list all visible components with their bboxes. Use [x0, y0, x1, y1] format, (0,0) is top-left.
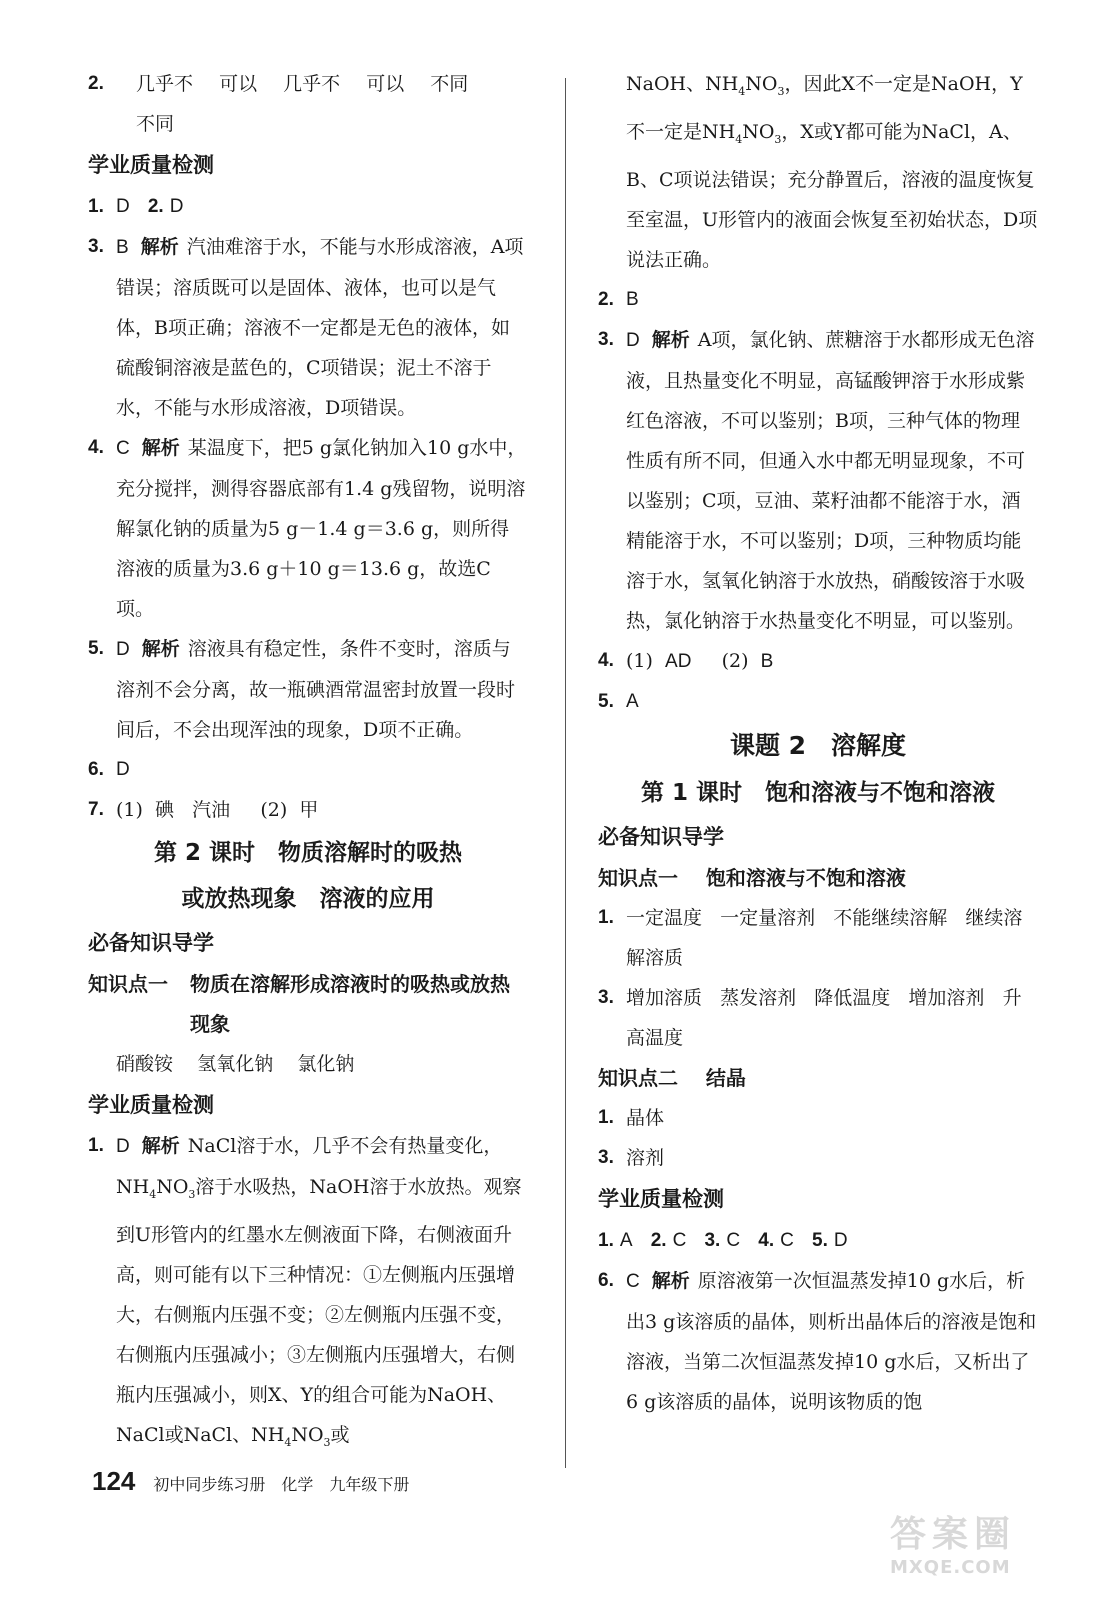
answer-blank: 升高温度	[626, 986, 1022, 1049]
item-number: 4.	[598, 649, 614, 671]
answer-blank: 一定量溶剂	[720, 906, 816, 929]
answer-item-6	[88, 750, 528, 790]
answer: C	[780, 1229, 794, 1251]
subscript: 3	[323, 1435, 331, 1449]
answer-blank: 蒸发溶剂	[720, 986, 797, 1009]
analysis-continuation	[598, 64, 1038, 280]
analysis-text: A项，氯化钠、蔗糖溶于水都形成无色溶液，且热量变化不明显，高锰酸钾溶于水形成紫红色溶液，不可以鉴别；B项，三种气体的物理性质有所不同，但通入水中都无明显现象，不可以鉴别；C项，豆油、菜籽油都不能溶于水，酒精能溶于水，不可以鉴别；D项，三种物质均能溶于水，氢氧化钠溶于水放热，硝酸铵溶于水吸热，氯化钠溶于水热量变化不明显，可以鉴别。	[626, 328, 1035, 632]
answer: D	[116, 1136, 130, 1157]
answer-blank: 硝酸铵	[116, 1053, 174, 1075]
lesson-title: 第 1 课时 饱和溶液与不饱和溶液	[640, 779, 996, 806]
item-number: 2.	[598, 288, 614, 310]
item-number: 5.	[812, 1229, 828, 1251]
knowledge-point-heading	[88, 964, 528, 1044]
knowledge-point-heading	[598, 858, 1038, 898]
answer-item-3	[598, 320, 1038, 641]
item-number: 3.	[598, 986, 614, 1008]
book-title: 初中同步练习册 化学 九年级下册	[153, 1475, 410, 1494]
answer-line-1-2	[88, 186, 528, 227]
watermark-text: 答案圈	[890, 1514, 1017, 1555]
answer-item-1	[88, 1126, 528, 1463]
item-number: 3.	[598, 1146, 614, 1168]
answer-blank: 几乎不	[136, 73, 194, 95]
subscript: 4	[284, 1435, 292, 1449]
answer: C	[672, 1229, 687, 1251]
subscript: 4	[738, 84, 746, 98]
analysis-label: 解析	[141, 437, 180, 459]
analysis-text: ，因此X不一定是NaOH，Y不一定是NH	[626, 73, 1023, 143]
page-number: 124	[92, 1466, 136, 1496]
analysis-text: NO	[742, 120, 775, 143]
lesson-title-line-2: 或放热现象 溶液的应用	[181, 886, 435, 912]
analysis-text: NO	[156, 1176, 189, 1198]
answer-item-3	[88, 227, 528, 428]
answer-item-5	[88, 629, 528, 750]
answer: 汽油	[192, 799, 231, 821]
answer-line	[88, 1044, 528, 1084]
answer: B	[116, 237, 129, 258]
column-divider	[565, 78, 566, 1468]
item-number: 1.	[598, 1106, 614, 1128]
answer: A	[626, 690, 639, 712]
answer: AD	[665, 650, 692, 672]
item-number: 2.	[650, 1229, 667, 1251]
item-number: 1.	[598, 1229, 614, 1251]
item-number: 3.	[598, 328, 614, 350]
answer-item-5	[598, 682, 1038, 722]
section-heading: 必备知识导学	[88, 931, 214, 955]
page-footer	[92, 1466, 409, 1497]
answer: 溶剂	[626, 1146, 665, 1169]
answer-blank: 增加溶剂	[908, 986, 985, 1009]
answer: C	[116, 438, 130, 459]
answer-item-1	[598, 898, 1038, 978]
answer-blank: 氯化钠	[297, 1053, 355, 1075]
analysis-label: 解析	[651, 1269, 690, 1292]
knowledge-point-title: 饱和溶液与不饱和溶液	[705, 865, 906, 890]
sub-question-label: (1)	[626, 649, 653, 672]
item-number: 1.	[88, 1135, 104, 1156]
topic-title: 课题 2 溶解度	[729, 730, 907, 760]
answer: C	[626, 1270, 640, 1292]
analysis-text: ，X或Y都可能为NaCl，A、B、C项说法错误；充分静置后，溶液的温度恢复至室温，U形管内的液面会恢复至初始状态，D项说法正确。	[626, 120, 1038, 271]
watermark-url: MXQE.COM	[890, 1557, 1011, 1578]
sub-question-label: (2)	[260, 799, 288, 821]
answer: 晶体	[626, 1106, 665, 1129]
item-number: 3.	[88, 236, 104, 257]
answer: 甲	[299, 799, 319, 821]
lesson-title-line-1: 第 2 课时 物质溶解时的吸热	[153, 840, 463, 866]
answer: D	[116, 639, 130, 660]
item-number: 4.	[88, 437, 104, 458]
section-heading: 学业质量检测	[598, 1186, 724, 1211]
answer-item-1	[598, 1098, 1038, 1138]
answer-item-4	[88, 428, 528, 629]
sub-question-label: (1)	[116, 799, 143, 821]
analysis-text: NaOH、NH	[626, 73, 739, 95]
answer: D	[116, 759, 130, 780]
knowledge-point-heading	[598, 1058, 1038, 1098]
analysis-label: 解析	[140, 236, 179, 258]
answer-line-2	[88, 64, 528, 144]
sub-question-label: (2)	[721, 649, 749, 672]
analysis-text: 溶液具有稳定性，条件不变时，溶质与溶剂不会分离，故一瓶碘酒常温密封放置一段时间后，不会出现浑浊的现象，D项不正确。	[116, 638, 516, 741]
answer-blank: 不能继续溶解	[833, 906, 948, 929]
right-column	[598, 64, 1038, 1422]
subscript: 4	[735, 132, 743, 146]
answer-blank: 一定温度	[626, 906, 703, 929]
multiple-choice-answers	[598, 1220, 1038, 1261]
analysis-label: 解析	[141, 638, 180, 660]
analysis-label: 解析	[651, 328, 690, 351]
answer-blank: 可以	[219, 73, 258, 95]
answer-item-7	[88, 790, 528, 830]
analysis-label: 解析	[141, 1135, 180, 1157]
section-heading: 学业质量检测	[88, 153, 214, 177]
subscript: 3	[777, 84, 785, 98]
answer-blank: 可以	[366, 73, 405, 95]
item-number: 2.	[147, 196, 164, 217]
answer: 碘	[155, 799, 175, 821]
knowledge-point-label: 知识点一	[598, 865, 678, 890]
answer: D	[169, 196, 184, 217]
analysis-text: 汽油难溶于水，不能与水形成溶液，A项错误；溶质既可以是固体、液体，也可以是气体，B项正确；溶液不一定都是无色的液体，如硫酸铜溶液是蓝色的，C项错误；泥土不溶于水，不能与水形成溶液，D项错误。	[116, 236, 524, 419]
item-number: 3.	[704, 1229, 721, 1251]
answer-blank: 继续溶解溶质	[626, 906, 1023, 969]
left-column	[88, 64, 528, 1463]
item-number: 5.	[88, 638, 104, 659]
answer: C	[726, 1229, 741, 1251]
answer-blank: 不同	[136, 113, 175, 135]
answer: D	[833, 1229, 848, 1251]
item-number: 1.	[598, 906, 614, 928]
answer-item-6	[598, 1261, 1038, 1422]
answer-item-3	[598, 1138, 1038, 1178]
answer: A	[619, 1229, 633, 1251]
watermark-logo	[890, 1506, 1060, 1576]
answer: D	[116, 196, 130, 217]
knowledge-point-title: 结晶	[705, 1065, 746, 1090]
item-number: 6.	[598, 1269, 614, 1291]
analysis-text: NaCl溶于水，几乎不会有热量变化，NH	[116, 1135, 503, 1198]
analysis-text: 原溶液第一次恒温蒸发掉10 g水后，析出3 g该溶质的晶体，则析出晶体后的溶液是饱和溶液，当第二次恒温蒸发掉10 g水后，又析出了6 g该溶质的晶体，说明该物质的饱	[626, 1269, 1037, 1413]
analysis-text: NO	[745, 73, 778, 95]
analysis-text: 或	[330, 1423, 350, 1446]
answer: D	[626, 329, 640, 351]
item-number: 6.	[88, 759, 104, 780]
knowledge-point-label: 知识点二	[598, 1065, 678, 1090]
answer-blank: 不同	[430, 73, 469, 95]
analysis-text: NO	[291, 1423, 324, 1446]
subscript: 4	[149, 1187, 157, 1201]
section-heading: 必备知识导学	[598, 824, 724, 849]
analysis-text: 溶于水吸热，NaOH溶于水放热。观察到U形管内的红墨水左侧液面下降，右侧液面升高，则可能有以下三种情况：①左侧瓶内压强增大，右侧瓶内压强不变；②左侧瓶内压强不变，右侧瓶内压强减小；③左侧瓶内压强增大，右侧瓶内压强减小，则X、Y的组合可能为NaOH、NaCl或NaCl、NH	[116, 1176, 522, 1446]
analysis-text: 某温度下，把5 g氯化钠加入10 g水中，充分搅拌，测得容器底部有1.4 g残留物，说明溶解氯化钠的质量为5 g－1.4 g＝3.6 g，则所得溶液的质量为3.6 g＋10 g＝13.6 g，故选C项。	[116, 437, 527, 620]
subscript: 3	[774, 132, 782, 146]
answer-blank: 几乎不	[283, 73, 341, 95]
answer-blank: 氢氧化钠	[197, 1053, 274, 1075]
answer-item-3	[598, 978, 1038, 1058]
answer-item-2	[598, 280, 1038, 320]
item-number: 1.	[88, 196, 104, 217]
answer-item-4	[598, 641, 1038, 682]
section-heading: 学业质量检测	[88, 1093, 214, 1117]
subscript: 3	[188, 1187, 196, 1201]
item-number: 7.	[88, 799, 104, 820]
item-number: 5.	[598, 690, 614, 712]
knowledge-point-title: 物质在溶解形成溶液时的吸热或放热现象	[190, 972, 510, 1036]
answer-blank: 增加溶质	[626, 986, 703, 1009]
knowledge-point-label: 知识点一	[88, 972, 168, 996]
answer: B	[760, 650, 774, 672]
answer: B	[626, 288, 639, 310]
item-number: 4.	[758, 1229, 775, 1251]
answer-blank: 降低温度	[814, 986, 891, 1009]
item-number: 2.	[88, 73, 104, 94]
